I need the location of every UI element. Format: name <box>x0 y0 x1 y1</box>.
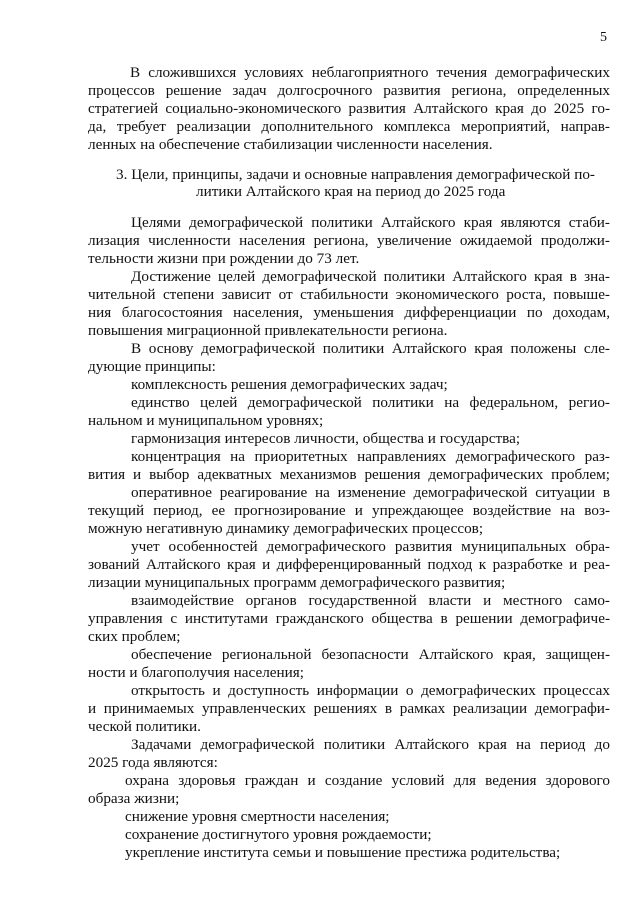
text-line: лизация численности населения региона, увеличение ожидаемой продолжи- <box>88 232 610 249</box>
text-line: управления с институтами гражданского общества в решении демографиче- <box>88 610 610 627</box>
text-line: укрепление института семьи и повышение престижа родительства; <box>125 844 561 861</box>
text-line: охрана здоровья граждан и создание условий для ведения здорового <box>125 772 610 789</box>
text-line: лизации муниципальных программ демографического развития; <box>88 574 506 591</box>
text-line: вития и выбор адекватных механизмов решения демографических проблем; <box>88 466 610 483</box>
text-line: текущий период, ее прогнозирование и упреждающее воздействие на воз- <box>88 502 610 519</box>
text-line: процессов решение задач долгосрочного развития региона, определенных <box>88 82 610 99</box>
text-line: ческой политики. <box>88 718 201 735</box>
text-line: зований Алтайского края и дифференцированный подход к разработке и реа- <box>88 556 610 573</box>
page-number: 5 <box>600 30 607 45</box>
text-line: Целями демографической политики Алтайского края являются стаби- <box>131 214 610 231</box>
text-line: учет особенностей демографического развития муниципальных обра- <box>131 538 610 555</box>
text-line: да, требует реализации дополнительного комплекса мероприятий, направ- <box>88 118 610 135</box>
text-line: В сложившихся условиях неблагоприятного течения демографических <box>130 64 610 81</box>
text-line: снижение уровня смертности населения; <box>125 808 390 825</box>
text-line: обеспечение региональной безопасности Алтайского края, защищен- <box>131 646 610 663</box>
text-line: тельности жизни при рождении до 73 лет. <box>88 250 360 267</box>
text-line: можную негативную динамику демографических процессов; <box>88 520 484 537</box>
text-line: комплексность решения демографических задач; <box>131 376 448 393</box>
text-line: открытость и доступность информации о демографических процессах <box>131 682 610 699</box>
text-line: дующие принципы: <box>88 358 216 375</box>
text-line: концентрация на приоритетных направлениях демографического раз- <box>131 448 610 465</box>
text-line: ленных на обеспечение стабилизации численности населения. <box>88 136 493 153</box>
text-line: В основу демографической политики Алтайского края положены сле- <box>131 340 610 357</box>
text-line: ности и благополучия населения; <box>88 664 304 681</box>
text-line: чительной степени зависит от стабильности экономического роста, повыше- <box>88 286 610 303</box>
section-heading-line: литики Алтайского края на период до 2025 года <box>196 183 506 200</box>
text-line: сохранение достигнутого уровня рождаемости; <box>125 826 432 843</box>
text-line: оперативное реагирование на изменение демографической ситуации в <box>131 484 610 501</box>
text-line: Задачами демографической политики Алтайского края на период до <box>131 736 610 753</box>
text-line: ния благосостояния населения, уменьшения дифференциации по доходам, <box>88 304 610 321</box>
text-line: взаимодействие органов государственной власти и местного само- <box>131 592 610 609</box>
text-line: 2025 года являются: <box>88 754 218 771</box>
text-line: нальном и муниципальном уровнях; <box>88 412 324 429</box>
text-line: и принимаемых управленческих решениях в рамках реализации демографи- <box>88 700 610 717</box>
text-line: Достижение целей демографической политики Алтайского края в зна- <box>131 268 610 285</box>
section-heading-line: 3. Цели, принципы, задачи и основные направления демографической по- <box>116 166 595 183</box>
text-line: образа жизни; <box>88 790 180 807</box>
text-line: повышения миграционной привлекательности региона. <box>88 322 448 339</box>
text-line: ских проблем; <box>88 628 181 645</box>
text-line: стратегией социально-экономического развития Алтайского края до 2025 го- <box>88 100 610 117</box>
text-line: гармонизация интересов личности, общества и государства; <box>131 430 521 447</box>
text-line: единство целей демографической политики на федеральном, регио- <box>131 394 610 411</box>
